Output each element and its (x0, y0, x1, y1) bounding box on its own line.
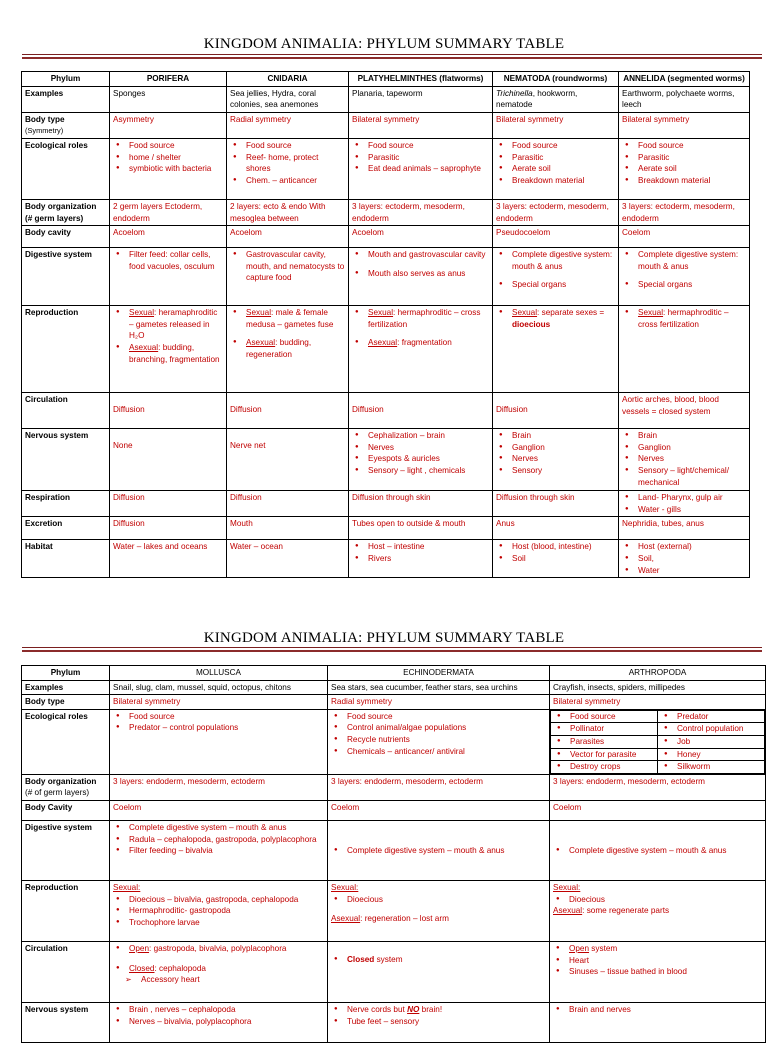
sexual-label: Sexual (129, 308, 155, 318)
list-item: ● Recycle nutrients (331, 734, 546, 746)
table-cell (227, 248, 349, 306)
table-row-body-type (22, 112, 750, 138)
table-cell: 3 layers: endoderm, mesoderm, ectoderm (550, 774, 766, 800)
list-item: ● Ganglion (622, 442, 746, 454)
col-header-cnidaria: CNIDARIA (227, 72, 349, 87)
table-cell (349, 306, 493, 393)
table-cell (110, 941, 328, 1002)
table-cell-text: hookworm, nematode (496, 88, 578, 110)
row-label-sub: (Symmetry) (25, 126, 64, 136)
row-label-text: Body organization (25, 776, 97, 786)
table-cell: Acoelom (349, 226, 493, 248)
col-header-platyhelminthes: PLATYHELMINTHES (flatworms) (349, 72, 493, 87)
table-cell: Sea stars, sea cucumber, feather stars, sea urchins (328, 680, 550, 695)
table-cell (550, 1002, 766, 1042)
row-label: Circulation (22, 393, 110, 429)
list-item: ● Breakdown material (622, 175, 746, 187)
table-cell: Diffusion (227, 393, 349, 429)
list-item: ● Aerate soil (622, 163, 746, 175)
table-cell: 3 layers: ectoderm, mesoderm, endoderm (493, 199, 619, 225)
list-item: ● Water (622, 565, 746, 577)
list-item (113, 943, 324, 955)
table-cell: Crayfish, insects, spiders, millipedes (550, 680, 766, 695)
list-item: ● Aerate soil (496, 163, 615, 175)
list-item: ● Chemicals – anticancer/ antiviral (331, 746, 546, 758)
table-cell (619, 491, 750, 517)
list-item: ● Brain (496, 430, 615, 442)
table-row-nervous-system (22, 1002, 766, 1042)
list-item: ● symbiotic with bacteria (113, 163, 223, 175)
sexual-label: Sexual: (113, 882, 141, 892)
row-label: Examples (22, 680, 110, 695)
list-item: ● Eyespots & auricles (352, 453, 489, 465)
table-header-row (22, 666, 766, 681)
list-item: ● Predator (661, 711, 761, 723)
list-item: ● Gastrovascular cavity, mouth, and nematocysts to capture food (230, 249, 345, 284)
table-cell: Snail, slug, clam, mussel, squid, octopus, chitons (110, 680, 328, 695)
list-item: ● Soil (496, 553, 615, 565)
table-cell (493, 138, 619, 199)
table-cell: Trichinella, hookworm, nematode (493, 86, 619, 112)
list-text: : regeneration – lost arm (360, 914, 449, 924)
table-cell: 3 layers: endoderm, mesoderm, ectoderm (328, 774, 550, 800)
list-item (113, 307, 223, 342)
subgrid-cell (657, 735, 764, 748)
table-cell: Coelom (110, 800, 328, 820)
list-text: system (589, 943, 618, 953)
table-cell: 2 layers: ecto & endo With mesoglea between (227, 199, 349, 225)
asexual-label: Asexual (553, 906, 583, 916)
list-text: brain! (419, 1004, 443, 1014)
list-text: : cephalopoda (154, 963, 206, 973)
phylum-summary-table-1 (21, 71, 750, 578)
list-item: ● Water - gills (622, 504, 746, 516)
table-cell (493, 306, 619, 393)
subgrid-cell (551, 723, 658, 736)
list-item: ● Hermaphroditic- gastropoda (113, 905, 324, 917)
list-item: ● Pollinator (554, 723, 654, 735)
subgrid-cell (551, 761, 658, 774)
list-item: ● Reef- home, protect shores (230, 152, 345, 175)
list-item: ● Brain and nerves (553, 1004, 762, 1016)
col-header-phylum: Phylum (22, 72, 110, 87)
table-cell (328, 1002, 550, 1042)
table-cell (550, 820, 766, 880)
list-item (331, 954, 546, 966)
list-text: : gastropoda, bivalvia, polyplacophora (149, 943, 287, 953)
page-title-1: KINGDOM ANIMALIA: PHYLUM SUMMARY TABLE (203, 36, 565, 52)
table-cell (349, 138, 493, 199)
row-label: Habitat (22, 540, 110, 578)
table-cell: Water – lakes and oceans (110, 540, 227, 578)
col-header-phylum: Phylum (22, 666, 110, 681)
list-item: ● Food source (352, 140, 489, 152)
list-item: ● Job (661, 736, 761, 748)
row-label: Examples (22, 86, 110, 112)
list-text: system (374, 954, 403, 964)
list-item: ● Predator – control populations (113, 722, 324, 734)
list-item: ● Nerves – bivalvia, polyplacophora (113, 1016, 324, 1028)
list-item (553, 943, 762, 955)
table-cell: Coelom (619, 226, 750, 248)
table-row-habitat (22, 540, 750, 578)
list-text: : some regenerate parts (582, 906, 670, 916)
list-item: ● Rivers (352, 553, 489, 565)
row-label: Nervous system (22, 429, 110, 491)
list-item: ● Complete digestive system: mouth & anus (496, 249, 615, 272)
table-cell: 3 layers: ectoderm, mesoderm, endoderm (619, 199, 750, 225)
table-cell (619, 540, 750, 578)
list-item: ● Host (external) (622, 541, 746, 553)
table-cell: Water – ocean (227, 540, 349, 578)
sexual-label: Sexual (638, 308, 664, 318)
asexual-label: Asexual (246, 338, 276, 348)
table-cell (328, 941, 550, 1002)
table-cell (550, 880, 766, 941)
list-item: ● Parasitic (622, 152, 746, 164)
row-label: Nervous system (22, 1002, 110, 1042)
list-item: ● Eat dead animals – saprophyte (352, 163, 489, 175)
list-item: ● Tube feet – sensory (331, 1016, 546, 1028)
row-label-text: Body type (25, 114, 65, 124)
table-cell: Diffusion (493, 393, 619, 429)
table-cell (493, 429, 619, 491)
subgrid-cell (551, 710, 658, 723)
table-cell (349, 429, 493, 491)
list-item: ● Chem. – anticancer (230, 175, 345, 187)
list-item: ● Food source (554, 711, 654, 723)
row-label: Digestive system (22, 248, 110, 306)
row-label-text: Body organization (25, 201, 97, 211)
list-item (352, 337, 489, 349)
list-item: ● Destroy crops (554, 761, 654, 773)
table-cell: Bilateral symmetry (349, 112, 493, 138)
row-label (22, 112, 110, 138)
table-cell (619, 429, 750, 491)
italic-genus: Trichinella (496, 88, 533, 98)
table-cell (619, 306, 750, 393)
list-text: : hermaphroditic – cross fertilization (368, 308, 481, 329)
table-cell (550, 941, 766, 1002)
list-item: ● Honey (661, 749, 761, 761)
list-item (352, 307, 489, 330)
list-item: ● Sinuses – tissue bathed in blood (553, 966, 762, 978)
table-cell: Earthworm, polychaete worms, leech (619, 86, 750, 112)
table-row-examples (22, 86, 750, 112)
open-label: Open (129, 943, 150, 953)
closed-label: Closed (129, 963, 155, 973)
table-row-ecological-roles (22, 709, 766, 774)
list-item: ● Complete digestive system – mouth & anus (331, 845, 546, 857)
table-cell (110, 248, 227, 306)
title-rule-1 (22, 54, 762, 59)
table-cell: Acoelom (227, 226, 349, 248)
row-label: Circulation (22, 941, 110, 1002)
list-text: : male & female medusa – gametes fuse (246, 308, 334, 329)
list-item: ● Filter feeding – bivalvia (113, 845, 324, 857)
table-cell (328, 880, 550, 941)
list-item: ● Silkworm (661, 761, 761, 773)
list-item: ● Filter feed: collar cells, food vacuoles, osculum (113, 249, 223, 272)
list-item (113, 963, 324, 975)
table-cell: Aortic arches, blood, blood vessels = closed system (619, 393, 750, 429)
table-cell: Acoelom (110, 226, 227, 248)
list-item: ● Dioecious (553, 894, 762, 906)
row-label: Reproduction (22, 306, 110, 393)
row-label: Reproduction (22, 880, 110, 941)
list-item: ● Food source (496, 140, 615, 152)
list-item: ● Radula – cephalopoda, gastropoda, polyplacophora (113, 834, 324, 846)
table-cell (550, 709, 766, 774)
list-item: ● Heart (553, 955, 762, 967)
list-item: ● Host – intestine (352, 541, 489, 553)
asexual-label: Asexual (129, 342, 159, 352)
col-header-porifera: PORIFERA (110, 72, 227, 87)
table-cell (227, 138, 349, 199)
asexual-line (331, 913, 546, 925)
row-label: Ecological roles (22, 709, 110, 774)
list-item: ➢ Accessory heart (113, 974, 324, 986)
list-item: ● Food source (113, 711, 324, 723)
sexual-label: Sexual: (553, 882, 581, 892)
list-item: ● Trochophore larvae (113, 917, 324, 929)
list-item (622, 307, 746, 330)
list-item: ● Sensory – light/chemical/ mechanical (622, 465, 746, 488)
list-text: : separate sexes = (537, 308, 605, 318)
sexual-label: Sexual: (331, 882, 359, 892)
table-row-examples (22, 680, 766, 695)
row-label: Body cavity (22, 226, 110, 248)
col-header-mollusca: MOLLUSCA (110, 666, 328, 681)
table-cell: Bilateral symmetry (619, 112, 750, 138)
table-cell: None (110, 429, 227, 491)
list-item: ● Dioecious (331, 894, 546, 906)
list-item: ● Sensory – light , chemicals (352, 465, 489, 477)
table-cell (493, 248, 619, 306)
row-label: Respiration (22, 491, 110, 517)
list-text: : fragmentation (397, 338, 452, 348)
table-row-digestive-system (22, 820, 766, 880)
table-cell: Diffusion (349, 393, 493, 429)
table-cell: Coelom (550, 800, 766, 820)
table-header-row (22, 72, 750, 87)
page-title-2: KINGDOM ANIMALIA: PHYLUM SUMMARY TABLE (203, 630, 565, 646)
table-cell (110, 820, 328, 880)
row-label (22, 199, 110, 225)
row-label: Body type (22, 695, 110, 710)
list-text: : budding, regeneration (246, 338, 312, 359)
asexual-label: Asexual (368, 338, 398, 348)
table-cell (619, 138, 750, 199)
list-text: Nerve cords but (347, 1004, 408, 1014)
table-cell: Diffusion (110, 393, 227, 429)
list-item: ● Sensory (496, 465, 615, 477)
list-item: ● Food source (622, 140, 746, 152)
closed-label: Closed (347, 954, 375, 964)
list-item: ● Nerves (496, 453, 615, 465)
table-row-reproduction (22, 880, 766, 941)
table-row-body-organization (22, 199, 750, 225)
list-item: ● Complete digestive system: mouth & anus (622, 249, 746, 272)
list-item: ● Vector for parasite (554, 749, 654, 761)
list-item: ● Special organs (622, 279, 746, 291)
subgrid-cell (657, 710, 764, 723)
table-row-body-cavity (22, 800, 766, 820)
phylum-summary-table-2 (21, 665, 766, 1043)
list-item: ● Brain (622, 430, 746, 442)
table-cell: Pseudocoelom (493, 226, 619, 248)
table-row-digestive-system (22, 248, 750, 306)
table-cell: Anus (493, 517, 619, 540)
list-item: ● Ganglion (496, 442, 615, 454)
list-item: ● Mouth also serves as anus (352, 268, 489, 280)
table-cell: Diffusion through skin (349, 491, 493, 517)
col-header-nematoda: NEMATODA (roundworms) (493, 72, 619, 87)
roles-subgrid (550, 710, 765, 774)
sexual-label: Sexual (512, 308, 538, 318)
list-item: ● Mouth and gastrovascular cavity (352, 249, 489, 261)
sexual-label: Sexual (368, 308, 394, 318)
table-row-body-cavity (22, 226, 750, 248)
table-cell: Mouth (227, 517, 349, 540)
list-item: ● Breakdown material (496, 175, 615, 187)
list-item: ● Soil, (622, 553, 746, 565)
list-text: : hermaphroditic – cross fertilization (638, 308, 729, 329)
list-item: ● Parasitic (496, 152, 615, 164)
table-cell (493, 540, 619, 578)
list-item (230, 307, 345, 330)
table-cell: Tubes open to outside & mouth (349, 517, 493, 540)
list-item (230, 337, 345, 360)
table-cell (349, 248, 493, 306)
table-cell: Sponges (110, 86, 227, 112)
table-cell: 3 layers: endoderm, mesoderm, ectoderm (110, 774, 328, 800)
list-item (331, 1004, 546, 1016)
table-cell: Planaria, tapeworm (349, 86, 493, 112)
table-cell: Nephridia, tubes, anus (619, 517, 750, 540)
table-cell: 2 germ layers Ectoderm, endoderm (110, 199, 227, 225)
list-item: ● Cephalization – brain (352, 430, 489, 442)
sexual-label: Sexual (246, 308, 272, 318)
row-label (22, 774, 110, 800)
table-row-circulation (22, 941, 766, 1002)
table-cell: 3 layers: ectoderm, mesoderm, endoderm (349, 199, 493, 225)
open-label: Open (569, 943, 590, 953)
table-cell: Coelom (328, 800, 550, 820)
list-text-emphasis: NO (407, 1004, 420, 1014)
list-item: ● Nerves (622, 453, 746, 465)
table-cell (619, 248, 750, 306)
table-cell: Nerve net (227, 429, 349, 491)
list-item: ● Food source (331, 711, 546, 723)
subgrid-cell (551, 735, 658, 748)
col-header-echinodermata: ECHINODERMATA (328, 666, 550, 681)
table-cell (110, 709, 328, 774)
table-row-excretion (22, 517, 750, 540)
list-item: ● Land- Pharynx, gulp air (622, 492, 746, 504)
table-cell (227, 306, 349, 393)
table-cell: Radial symmetry (227, 112, 349, 138)
list-item: ● Control population (661, 723, 761, 735)
subgrid-cell (657, 723, 764, 736)
table-cell (110, 880, 328, 941)
table-cell (328, 820, 550, 880)
col-header-annelida: ANNELIDA (segmented worms) (619, 72, 750, 87)
table-cell: Bilateral symmetry (550, 695, 766, 710)
table-cell: Sea jellies, Hydra, coral colonies, sea anemones (227, 86, 349, 112)
row-label: Body Cavity (22, 800, 110, 820)
table-cell: Diffusion (227, 491, 349, 517)
list-item: ● Complete digestive system – mouth & anus (553, 845, 762, 857)
table-cell: Radial symmetry (328, 695, 550, 710)
list-item: ● Parasites (554, 736, 654, 748)
list-item: ● home / shelter (113, 152, 223, 164)
table-cell: Asymmetry (110, 112, 227, 138)
table-row-respiration (22, 491, 750, 517)
list-item: ● Food source (113, 140, 223, 152)
list-item: ● Host (blood, intestine) (496, 541, 615, 553)
list-text: : heramaphroditic – gametes released in H₂O (129, 308, 218, 341)
list-item: ● Complete digestive system – mouth & anus (113, 822, 324, 834)
list-text-bold: dioecious (512, 319, 551, 329)
row-label-sub: (# of germ layers) (25, 788, 90, 798)
list-item (113, 342, 223, 365)
table-row-ecological-roles (22, 138, 750, 199)
table-row-nervous-system (22, 429, 750, 491)
table-row-reproduction (22, 306, 750, 393)
table-cell: Bilateral symmetry (110, 695, 328, 710)
table-cell: Bilateral symmetry (493, 112, 619, 138)
row-label: Digestive system (22, 820, 110, 880)
title-rule-2 (22, 647, 762, 652)
list-item (496, 307, 615, 330)
list-text: : budding, branching, fragmentation (129, 342, 220, 364)
table-cell (328, 709, 550, 774)
row-label-sub: (# germ layers) (25, 213, 84, 223)
asexual-label: Asexual (331, 914, 361, 924)
row-label: Excretion (22, 517, 110, 540)
list-item: ● Control animal/algae populations (331, 722, 546, 734)
col-header-arthropoda: ARTHROPODA (550, 666, 766, 681)
list-item: ● Parasitic (352, 152, 489, 164)
table-row-body-type (22, 695, 766, 710)
list-item: ● Dioecious – bivalvia, gastropoda, cephalopoda (113, 894, 324, 906)
list-item: ● Food source (230, 140, 345, 152)
list-item: ● Brain , nerves – cephalopoda (113, 1004, 324, 1016)
asexual-line (553, 905, 762, 917)
table-cell: Diffusion (110, 517, 227, 540)
table-cell (110, 138, 227, 199)
table-cell: Diffusion (110, 491, 227, 517)
subgrid-cell (551, 748, 658, 761)
table-cell (349, 540, 493, 578)
table-cell (110, 306, 227, 393)
list-item: ● Nerves (352, 442, 489, 454)
table-row-body-organization (22, 774, 766, 800)
row-label: Ecological roles (22, 138, 110, 199)
table-row-circulation (22, 393, 750, 429)
table-cell: Diffusion through skin (493, 491, 619, 517)
subgrid-cell (657, 761, 764, 774)
list-item: ● Special organs (496, 279, 615, 291)
table-cell (110, 1002, 328, 1042)
subgrid-cell (657, 748, 764, 761)
